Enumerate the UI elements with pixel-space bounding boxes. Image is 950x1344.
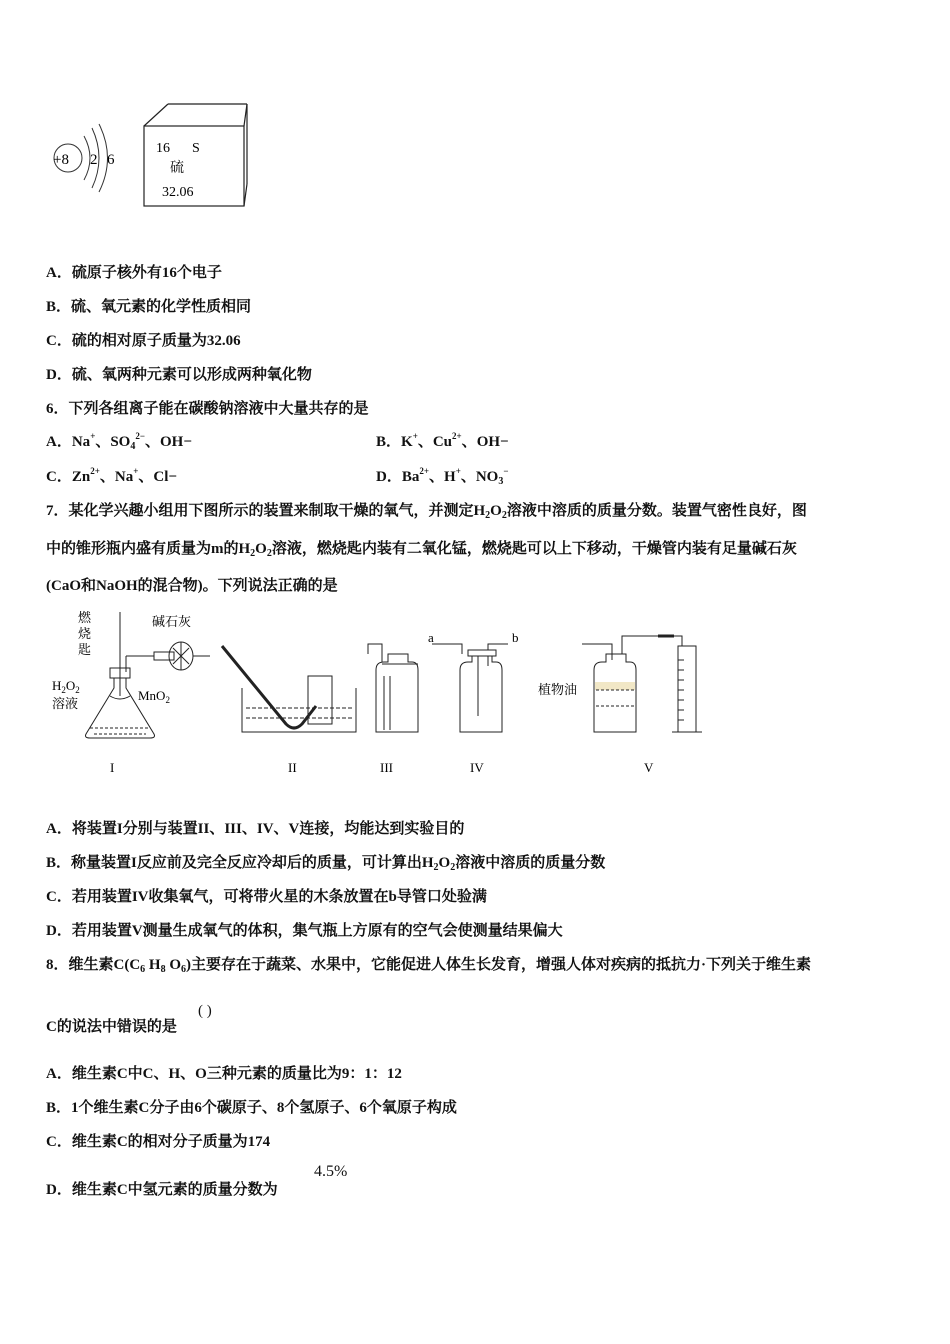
q6-option-b: B．K+、$Cu^{2+}$、OH−: [376, 431, 509, 450]
q7-stem-line2: 中的锥形瓶内盛有质量为m的$H_2O_2$溶液，燃烧匙内装有二氧化锰，燃烧匙可以上下移动，干燥管内装有足量碱石灰: [46, 541, 797, 559]
q7-option-c: C．若用装置IV收集氧气，可将带火星的木条放置在b导管口处验满: [46, 889, 487, 905]
device-label-2: II: [288, 760, 297, 775]
q8-stem-line2: C的说法中错误的是: [46, 1019, 177, 1035]
spoon-label-1: 燃: [78, 610, 92, 625]
spoon-label-3: 匙: [78, 642, 92, 657]
device-1-flask: [86, 612, 211, 738]
port-b-label: b: [512, 630, 519, 645]
apparatus-diagram: [46, 606, 716, 778]
shell-2-electrons: 6: [107, 152, 115, 168]
q6-stem: 6．下列各组离子能在碳酸钠溶液中大量共存的是: [46, 401, 369, 417]
h2o2-label: $H_2O_2$: [52, 678, 80, 695]
element-name: 硫: [170, 161, 184, 176]
device-2-trough: [222, 646, 356, 732]
q7-option-d: D．若用装置V测量生成氧气的体积，集气瓶上方原有的空气会使测量结果偏大: [46, 923, 563, 939]
q8-option-a: A．维生素C中C、H、O三种元素的质量比为9：1：12: [46, 1066, 402, 1082]
atom-figure: [44, 100, 264, 212]
device-label-5: V: [644, 760, 654, 775]
device-label-3: III: [380, 760, 393, 775]
mno2-label: MnO$_2$: [138, 688, 170, 705]
q8-option-d-value: 4.5%: [314, 1163, 348, 1180]
device-4-bottle: [432, 644, 508, 732]
q7-option-a: A．将装置I分别与装置II、III、IV、V连接，均能达到实验目的: [46, 821, 465, 837]
nucleus-charge: +8: [53, 152, 69, 168]
q8-option-d: D．维生素C中氢元素的质量分数为: [46, 1182, 278, 1198]
soda-lime-label: 碱石灰: [152, 614, 192, 629]
device-3-bottle: [368, 644, 418, 732]
q5-option-c: C．硫的相对原子质量为32.06: [46, 333, 241, 349]
q5-option-d: D．硫、氧两种元素可以形成两种氧化物: [46, 367, 312, 383]
q8-option-b: B．1个维生素C分子由6个碳原子、8个氢原子、6个氧原子构成: [46, 1100, 457, 1116]
q8-stem-line1: 8．维生素$C(C_6$ $H_8$ $O_6$)主要存在于蔬菜、水果中，它能促进人体生长发育，增强人体对疾病的抵抗力·下列关于维生素: [46, 957, 812, 975]
device-label-1: I: [110, 760, 115, 775]
device-label-4: IV: [470, 760, 484, 775]
port-a-label: a: [428, 630, 434, 645]
q7-stem-line3: (CaO和NaOH的混合物)。下列说法正确的是: [46, 578, 338, 594]
q7-stem-line1: 7．某化学兴趣小组用下图所示的装置来制取干燥的氧气，并测定$H_2O_2$溶液中溶质的质量分数。装置气密性良好，图: [46, 503, 807, 521]
q5-option-b: B．硫、氧元素的化学性质相同: [46, 299, 252, 315]
q6-option-d: D．$Ba^{2+}$、H+、$NO_3^-$: [376, 466, 509, 487]
solution-label: 溶液: [52, 696, 79, 711]
q7-option-b: B．称量装置I反应前及完全反应冷却后的质量，可计算出$H_2O_2$溶液中溶质的质量分数: [46, 855, 606, 873]
atomic-mass: 32.06: [162, 185, 194, 200]
oil-label: 植物油: [538, 682, 578, 697]
shell-1-electrons: 2: [90, 152, 98, 168]
atomic-number: 16: [156, 141, 170, 156]
device-5-measure: [582, 636, 702, 732]
element-symbol: S: [192, 141, 200, 156]
q8-option-c: C．维生素C的相对分子质量为174: [46, 1134, 271, 1150]
q8-answer-paren: ( ): [198, 1003, 212, 1019]
q6-option-a: A．Na+、$SO_4^{2-}$、OH−: [46, 431, 192, 452]
spoon-label-2: 烧: [78, 626, 92, 641]
q6-option-c: C．$Zn^{2+}$、Na+、Cl−: [46, 466, 177, 485]
q5-option-a: A．硫原子核外有16个电子: [46, 265, 222, 281]
